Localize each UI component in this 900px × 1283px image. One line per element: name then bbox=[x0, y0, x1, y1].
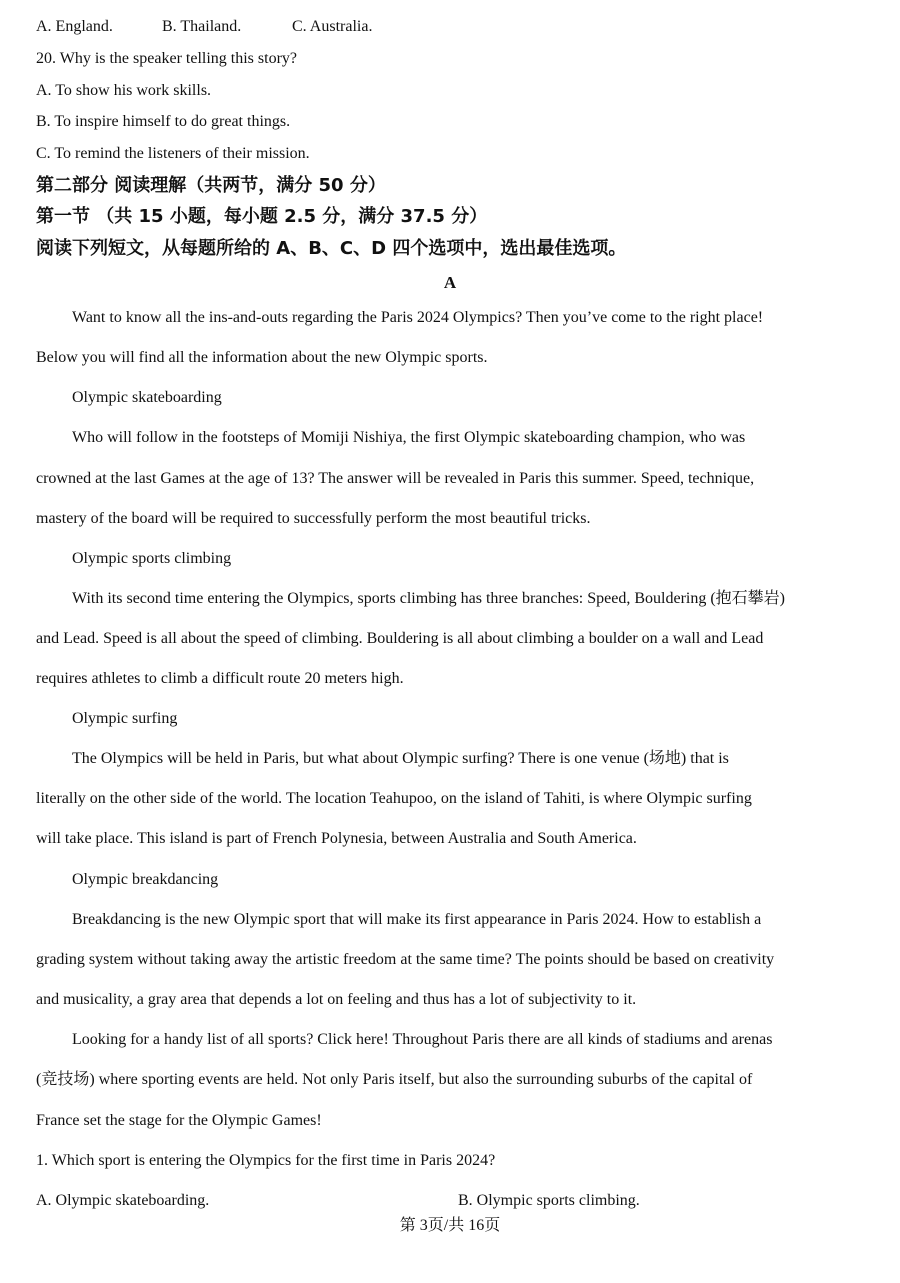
q19-option-a: A. England. bbox=[36, 18, 113, 35]
passage-line: grading system without taking away the artistic freedom at the same time? The points should be based on creativity bbox=[36, 951, 775, 968]
passage-line: and musicality, a gray area that depends a lot on feeling and thus has a lot of subjectivity to it. bbox=[36, 991, 637, 1008]
q19-options-row bbox=[36, 17, 876, 37]
q20-option-a: A. To show his work skills. bbox=[36, 82, 212, 99]
passage-line: and Lead. Speed is all about the speed of climbing. Bouldering is all about climbing a boulder on a wall and Lead bbox=[36, 630, 764, 647]
passage-subheading: Olympic breakdancing bbox=[72, 871, 219, 888]
passage-line: The Olympics will be held in Paris, but what about Olympic surfing? There is one venue (场地) that is bbox=[72, 750, 729, 767]
q1-options-row bbox=[36, 1191, 876, 1211]
passage-line: crowned at the last Games at the age of 13? The answer will be revealed in Paris this summer. Speed, technique, bbox=[36, 470, 755, 487]
instruction-text: 阅读下列短文，从每题所给的 A、B、C、D 四个选项中，选出最佳选项。 bbox=[36, 238, 627, 259]
passage-line: mastery of the board will be required to successfully perform the most beautiful tricks. bbox=[36, 510, 591, 527]
q1-option-b: B. Olympic sports climbing. bbox=[458, 1192, 640, 1209]
passage-subheading: Olympic skateboarding bbox=[72, 389, 222, 406]
page-number: 第 3页/共 16页 bbox=[399, 1217, 501, 1234]
q20-option-c: C. To remind the listeners of their mission. bbox=[36, 145, 310, 162]
q19-option-b: B. Thailand. bbox=[162, 18, 242, 35]
q1-question: 1. Which sport is entering the Olympics for the first time in Paris 2024? bbox=[36, 1152, 496, 1169]
part-title: 第二部分 阅读理解（共两节，满分 50 分） bbox=[36, 175, 386, 196]
passage-line: Want to know all the ins-and-outs regarding the Paris 2024 Olympics? Then you’ve come to the right place! bbox=[72, 309, 764, 326]
passage-line: (竞技场) where sporting events are held. Not only Paris itself, but also the surrounding suburbs of the capital of bbox=[36, 1071, 753, 1088]
q20-question: 20. Why is the speaker telling this story? bbox=[36, 50, 297, 67]
passage-subheading: Olympic surfing bbox=[72, 710, 178, 727]
passage-line: Who will follow in the footsteps of Momiji Nishiya, the first Olympic skateboarding champion, who was bbox=[72, 429, 746, 446]
passage-line: Breakdancing is the new Olympic sport that will make its first appearance in Paris 2024. How to establish a bbox=[72, 911, 762, 928]
q1-option-a: A. Olympic skateboarding. bbox=[36, 1192, 210, 1209]
passage-line: literally on the other side of the world. The location Teahupoo, on the island of Tahiti, is where Olympic surfing bbox=[36, 790, 752, 807]
subsection-title: 第一节 （共 15 小题，每小题 2.5 分，满分 37.5 分） bbox=[36, 206, 488, 227]
q19-option-c: C. Australia. bbox=[292, 18, 373, 35]
passage-line: With its second time entering the Olympics, sports climbing has three branches: Speed, Bouldering (抱石攀岩) bbox=[72, 590, 785, 607]
passage-label: A bbox=[443, 273, 457, 292]
passage-subheading: Olympic sports climbing bbox=[72, 550, 232, 567]
passage-line: Looking for a handy list of all sports? Click here! Throughout Paris there are all kinds of stadiums and arenas bbox=[72, 1031, 773, 1048]
passage-line: will take place. This island is part of French Polynesia, between Australia and South America. bbox=[36, 830, 637, 847]
passage-line: requires athletes to climb a difficult route 20 meters high. bbox=[36, 670, 404, 687]
passage-line: France set the stage for the Olympic Games! bbox=[36, 1112, 322, 1129]
q20-option-b: B. To inspire himself to do great things. bbox=[36, 113, 291, 130]
passage-line: Below you will find all the information about the new Olympic sports. bbox=[36, 349, 488, 366]
